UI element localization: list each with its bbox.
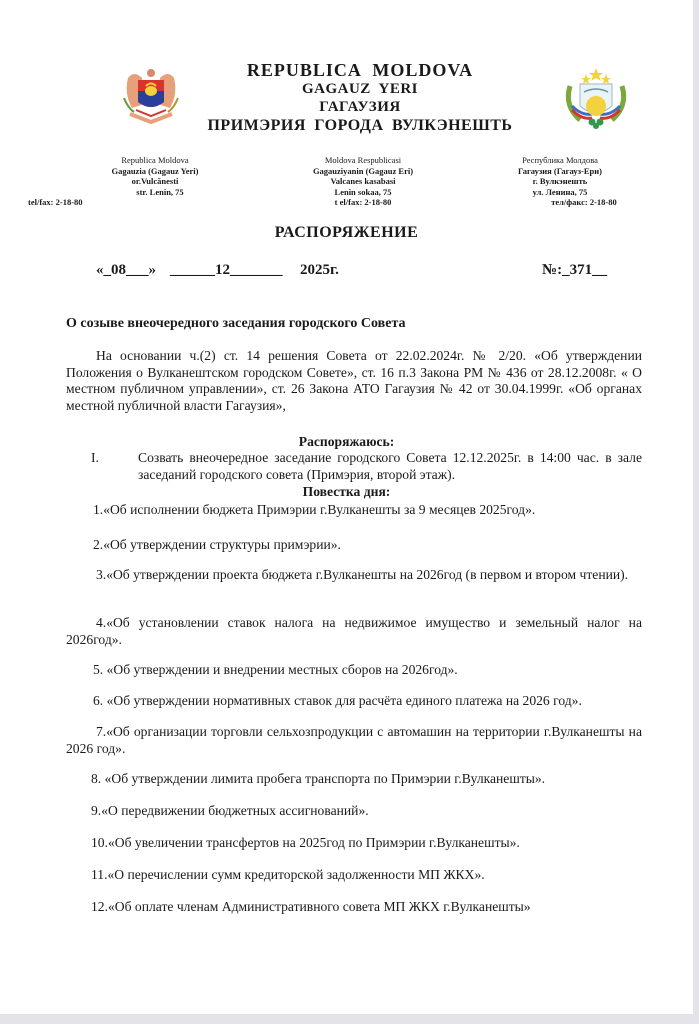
address-gagauz	[288, 155, 438, 208]
agenda-item-11: 11.«О перечислении сумм кредиторской задолженности МП ЖКХ».	[91, 867, 485, 882]
agenda-item-4: 4.«Об установлении ставок налога на недвижимое имущество и земельный налог на 2026год».	[66, 615, 642, 647]
document-type-heading: РАСПОРЯЖЕНИЕ	[274, 224, 419, 241]
address-street: str. Lenin, 75	[136, 186, 184, 197]
agenda-item-8: 8. «Об утверждении лимита пробега транспорта по Примэрии г.Вулканешты».	[91, 771, 546, 786]
agenda-heading: Повестка дня:	[302, 484, 391, 499]
date-month: ______12_______	[170, 262, 283, 278]
region-name-cyrillic: ГАГАУЗИЯ	[319, 99, 401, 115]
address-russian	[500, 155, 620, 208]
letterhead-title	[190, 60, 530, 136]
address-romanian	[28, 155, 230, 208]
agenda-item-10: 10.«Об увеличении трансфертов на 2025год по Примэрии г.Вулканешты».	[91, 835, 520, 850]
agenda-item-5: 5. «Об утверждении и внедрении местных сборов на 2026год».	[93, 662, 458, 677]
address-city: г. Вулкэнешть	[532, 176, 588, 186]
agenda-item-12: 12.«Об оплате членам Административного совета МП ЖКХ г.Вулканешты»	[91, 899, 531, 914]
agenda-item-3: 3.«Об утверждении проекта бюджета г.Вулканешты на 2026год (в первом и втором чтении).	[96, 567, 629, 582]
address-street: ул. Ленина, 75	[532, 186, 588, 197]
country-name: REPUBLICA MOLDOVA	[246, 60, 474, 80]
gagauzia-coat-of-arms-icon	[562, 66, 630, 130]
address-phone: тел/факс: 2-18-80	[551, 197, 617, 207]
agenda-item-7: 7.«Об организации торговли сельхозпродукции с автомашин на территории г.Вулканешты на 2026 год».	[66, 724, 642, 756]
address-phone: t el/fax: 2-18-80	[334, 197, 392, 207]
address-city: or.Vulcănesti	[131, 176, 179, 186]
document-subject: О созыве внеочередного заседания городского Совета	[66, 316, 406, 331]
agenda-item-1: 1.«Об исполнении бюджета Примэрии г.Вулканешты за 9 месяцев 2025год».	[93, 502, 536, 517]
address-region: Гагаузия (Гагауз-Ери)	[518, 165, 602, 176]
agenda-item-6: 6. «Об утверждении нормативных ставок для расчёта единого платежа на 2026 год».	[93, 693, 582, 708]
address-phone: tel/fax: 2-18-80	[28, 197, 83, 207]
region-name-latin: GAGAUZ YERI	[301, 81, 419, 97]
address-region: Gagauzia (Gagauz Yeri)	[111, 165, 199, 176]
address-country: Республика Молдова	[522, 155, 598, 165]
preamble-paragraph: На основании ч.(2) ст. 14 решения Совета от 22.02.2024г. № 2/20. «Об утверждении Положения о Вулканештском городском Совете», ст. 16 п.3 Закона РМ № 436 от 28.12.2008г. « О местном публичном управлении», ст. 26 Закона АТО Гагаузия № 42 от 30.04.1999г. «Об органах местной публичной власти Гагаузия»,	[66, 348, 642, 413]
agenda-item-9: 9.«О передвижении бюджетных ассигнований».	[91, 803, 369, 818]
document-number: №:_371__	[542, 262, 608, 278]
clause-text: Созвать внеочередное заседание городского Совета 12.12.2025г. в 14:00 час. в зале заседаний городского совета (Примэрия, второй этаж).	[138, 450, 642, 482]
address-country: Moldova Respublicasi	[324, 155, 402, 165]
moldova-coat-of-arms-icon	[118, 64, 184, 130]
address-street: Lenin sokaa, 75	[334, 186, 392, 197]
address-country: Republica Moldova	[121, 155, 189, 165]
address-city: Valcanes kasabasi	[330, 176, 396, 186]
date-year: 2025г.	[300, 262, 339, 278]
date-day: «_08___»	[96, 262, 156, 278]
address-region: Gagauziyanin (Gagauz Eri)	[312, 165, 414, 176]
decree-heading: Распоряжаюсь:	[298, 434, 395, 449]
clause-number: I.	[91, 450, 99, 465]
institution-name: ПРИМЭРИЯ ГОРОДА ВУЛКЭНЕШТЬ	[207, 117, 513, 134]
agenda-item-2: 2.«Об утверждении структуры примэрии».	[93, 537, 341, 552]
